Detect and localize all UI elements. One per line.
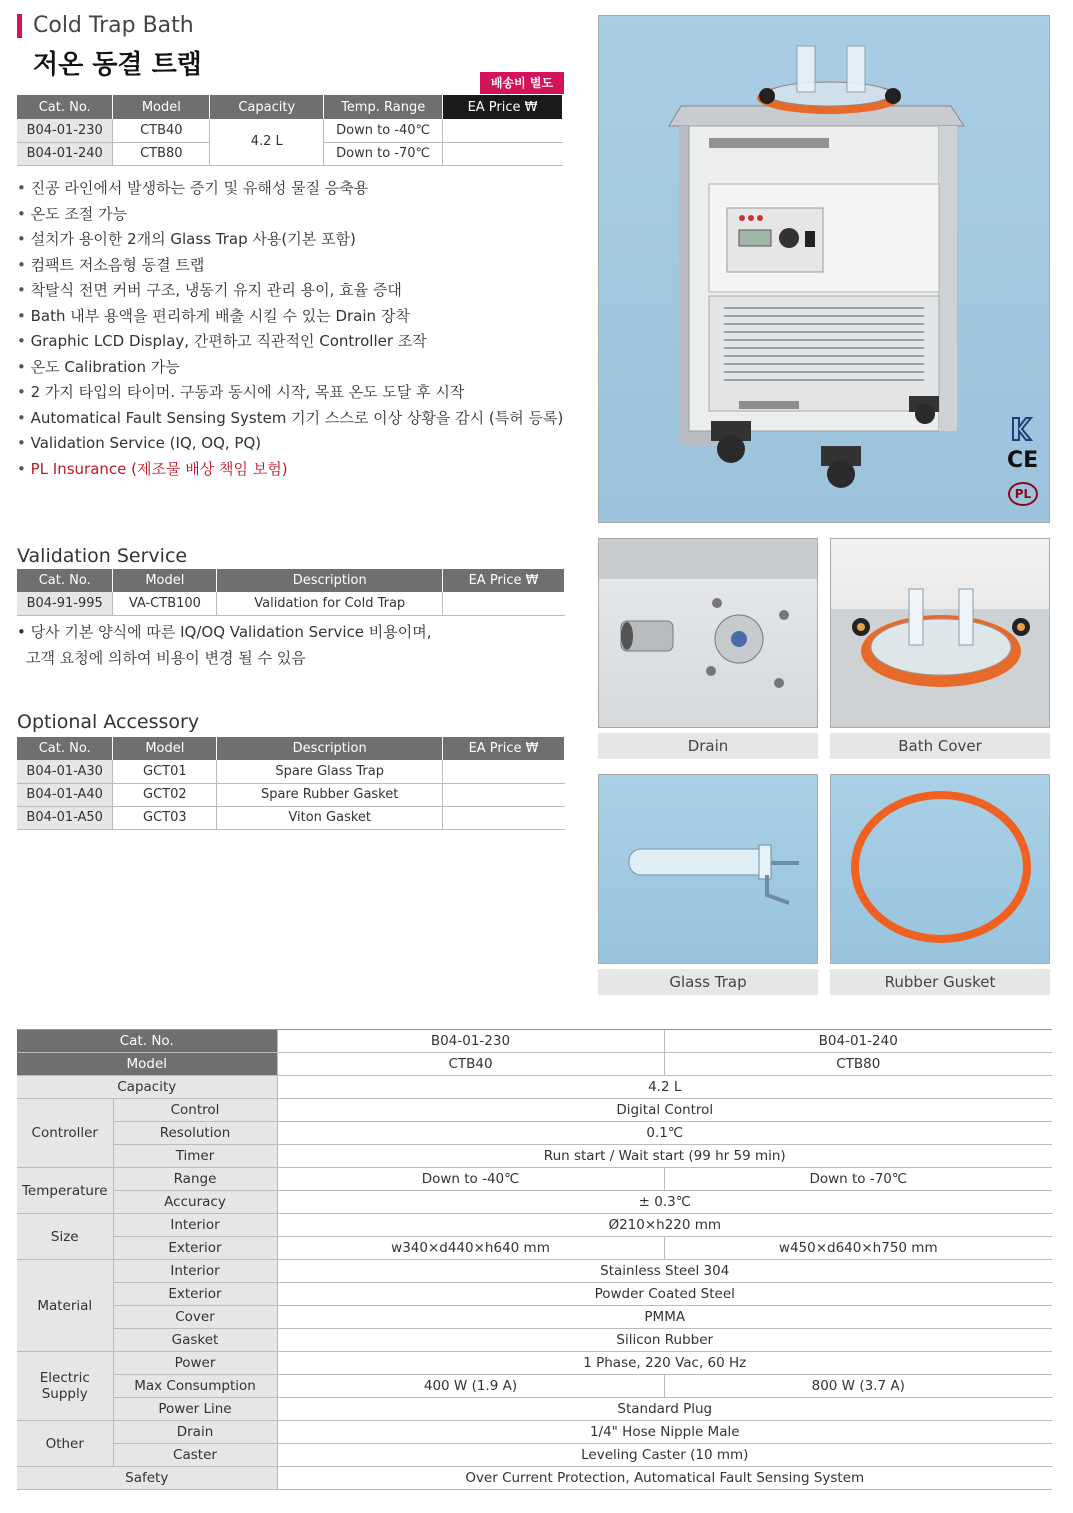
ce-cert-icon: CE xyxy=(1007,448,1039,473)
spec-group-line: Electric xyxy=(39,1370,90,1386)
spec-group: Material xyxy=(17,1260,113,1352)
model: VA-CTB100 xyxy=(113,592,217,615)
cat-no: B04-91-995 xyxy=(17,592,113,615)
list-item: • 진공 라인에서 발생하는 증기 및 유해성 물질 응축용 xyxy=(17,176,563,202)
description: Spare Glass Trap xyxy=(217,760,443,783)
table-row xyxy=(17,1191,1052,1214)
cat-no: B04-01-240 xyxy=(17,142,113,165)
glass-trap-image xyxy=(599,775,818,964)
col-description: Description xyxy=(217,737,443,760)
table-row xyxy=(17,119,563,142)
capacity: 4.2 L xyxy=(210,119,324,165)
table-row xyxy=(17,1099,1052,1122)
spec-label: Power Line xyxy=(113,1398,277,1421)
col-cat-no: Cat. No. xyxy=(17,95,113,119)
spec-group-line: Supply xyxy=(41,1386,88,1402)
bath-cover-image xyxy=(831,539,1050,728)
spec-value: Silicon Rubber xyxy=(277,1329,1052,1352)
spec-label: Interior xyxy=(113,1260,277,1283)
table-row xyxy=(17,1421,1052,1444)
table-row xyxy=(17,1260,1052,1283)
table-row xyxy=(17,1237,1052,1260)
price-table xyxy=(17,95,563,166)
spec-value: Ø210×h220 mm xyxy=(277,1214,1052,1237)
table-row xyxy=(17,1053,1052,1076)
rubber-gasket-caption: Rubber Gusket xyxy=(830,969,1050,995)
note-line: • 당사 기본 양식에 따른 IQ/OQ Validation Service 비용이며, xyxy=(17,623,432,641)
price xyxy=(443,119,563,142)
spec-value: B04-01-230 xyxy=(277,1030,664,1053)
glass-trap-caption: Glass Trap xyxy=(598,969,818,995)
description: Validation for Cold Trap xyxy=(217,592,443,615)
spec-value: Powder Coated Steel xyxy=(277,1283,1052,1306)
table-row xyxy=(17,1214,1052,1237)
spec-label: Interior xyxy=(113,1214,277,1237)
list-item: • Bath 내부 용액을 편리하게 배출 시킬 수 있는 Drain 장착 xyxy=(17,304,563,330)
col-model: Model xyxy=(113,95,210,119)
description: Viton Gasket xyxy=(217,806,443,829)
spec-value: ± 0.3℃ xyxy=(277,1191,1052,1214)
validation-note xyxy=(17,619,432,671)
col-description: Description xyxy=(217,569,443,592)
spec-group: Size xyxy=(17,1214,113,1260)
product-title-en: Cold Trap Bath xyxy=(33,13,194,38)
list-item: • 온도 조절 가능 xyxy=(17,202,563,228)
col-model: Model xyxy=(113,569,217,592)
table-row xyxy=(17,1398,1052,1421)
col-price: EA Price ₩ xyxy=(443,737,565,760)
kc-mark-icon xyxy=(1009,416,1033,442)
spec-label: Cat. No. xyxy=(17,1030,277,1053)
spec-value: Stainless Steel 304 xyxy=(277,1260,1052,1283)
spec-group: Other xyxy=(17,1421,113,1467)
drain-image xyxy=(599,539,818,728)
table-row xyxy=(17,1030,1052,1053)
spec-value: 4.2 L xyxy=(277,1076,1052,1099)
rubber-gasket-image xyxy=(831,775,1050,964)
table-row xyxy=(17,1467,1052,1490)
list-item: • Graphic LCD Display, 간편하고 직관적인 Controller 조작 xyxy=(17,329,563,355)
table-row xyxy=(17,1283,1052,1306)
table-row xyxy=(17,1329,1052,1352)
spec-label: Resolution xyxy=(113,1122,277,1145)
spec-label: Range xyxy=(113,1168,277,1191)
table-row xyxy=(17,1076,1052,1099)
spec-group: Temperature xyxy=(17,1168,113,1214)
spec-value: 1 Phase, 220 Vac, 60 Hz xyxy=(277,1352,1052,1375)
model: GCT03 xyxy=(113,806,217,829)
list-item: • 착탈식 전면 커버 구조, 냉동기 유지 관리 용이, 효율 증대 xyxy=(17,278,563,304)
list-item-pl-insurance: • PL Insurance (제조물 배상 책임 보험) xyxy=(17,457,563,483)
col-temp-range: Temp. Range xyxy=(324,95,443,119)
accessory-table xyxy=(17,737,565,830)
spec-group xyxy=(17,1352,113,1421)
drain-caption: Drain xyxy=(598,733,818,759)
spec-value: 400 W (1.9 A) xyxy=(277,1375,664,1398)
list-item: • Validation Service (IQ, OQ, PQ) xyxy=(17,431,563,457)
cat-no: B04-01-230 xyxy=(17,119,113,142)
shipping-badge: 배송비 별도 xyxy=(480,72,564,94)
table-row xyxy=(17,1168,1052,1191)
spec-value: 1/4" Hose Nipple Male xyxy=(277,1421,1052,1444)
spec-value: Standard Plug xyxy=(277,1398,1052,1421)
temp-range: Down to -40℃ xyxy=(324,119,443,142)
table-row xyxy=(17,1352,1052,1375)
drain-photo xyxy=(598,538,818,728)
spec-value: Over Current Protection, Automatical Fault Sensing System xyxy=(277,1467,1052,1490)
table-row xyxy=(17,1122,1052,1145)
col-price: EA Price ₩ xyxy=(443,95,563,119)
table-row xyxy=(17,1145,1052,1168)
list-item: • Automatical Fault Sensing System 기기 스스로 이상 상황을 감시 (특허 등록) xyxy=(17,406,563,432)
bath-cover-caption: Bath Cover xyxy=(830,733,1050,759)
spec-value: B04-01-240 xyxy=(664,1030,1052,1053)
price xyxy=(443,806,565,829)
table-row xyxy=(17,760,565,783)
list-item: • 온도 Calibration 가능 xyxy=(17,355,563,381)
table-row xyxy=(17,1444,1052,1467)
spec-label: Safety xyxy=(17,1467,277,1490)
price xyxy=(443,760,565,783)
validation-table xyxy=(17,569,565,616)
col-cat-no: Cat. No. xyxy=(17,737,113,760)
spec-label: Capacity xyxy=(17,1076,277,1099)
cat-no: B04-01-A40 xyxy=(17,783,113,806)
note-line: 고객 요청에 의하여 비용이 변경 될 수 있음 xyxy=(26,649,306,667)
spec-label: Model xyxy=(17,1053,277,1076)
model: CTB80 xyxy=(113,142,210,165)
table-row xyxy=(17,1306,1052,1329)
spec-value: Digital Control xyxy=(277,1099,1052,1122)
spec-value: 800 W (3.7 A) xyxy=(664,1375,1052,1398)
rubber-gasket-photo xyxy=(830,774,1050,964)
spec-value: 0.1℃ xyxy=(277,1122,1052,1145)
spec-value: Run start / Wait start (99 hr 59 min) xyxy=(277,1145,1052,1168)
product-photo xyxy=(598,15,1050,523)
spec-label: Accuracy xyxy=(113,1191,277,1214)
list-item: • 컴팩트 저소음형 동결 트랩 xyxy=(17,253,563,279)
kc-cert-icon xyxy=(1009,416,1033,447)
cat-no: B04-01-A30 xyxy=(17,760,113,783)
spec-value: CTB40 xyxy=(277,1053,664,1076)
model: GCT01 xyxy=(113,760,217,783)
spec-value: PMMA xyxy=(277,1306,1052,1329)
col-capacity: Capacity xyxy=(210,95,324,119)
spec-label: Drain xyxy=(113,1421,277,1444)
col-cat-no: Cat. No. xyxy=(17,569,113,592)
spec-value: Down to -70℃ xyxy=(664,1168,1052,1191)
glass-trap-photo xyxy=(598,774,818,964)
spec-label: Max Consumption xyxy=(113,1375,277,1398)
validation-title: Validation Service xyxy=(17,545,188,567)
spec-value: Down to -40℃ xyxy=(277,1168,664,1191)
col-model: Model xyxy=(113,737,217,760)
price xyxy=(443,592,565,615)
spec-label: Exterior xyxy=(113,1283,277,1306)
col-price: EA Price ₩ xyxy=(443,569,565,592)
description: Spare Rubber Gasket xyxy=(217,783,443,806)
cold-trap-unit-image xyxy=(599,16,1050,523)
temp-range: Down to -70℃ xyxy=(324,142,443,165)
table-row xyxy=(17,1375,1052,1398)
bath-cover-photo xyxy=(830,538,1050,728)
feature-list xyxy=(17,176,563,482)
spec-value: w340×d440×h640 mm xyxy=(277,1237,664,1260)
table-row xyxy=(17,592,565,615)
cat-no: B04-01-A50 xyxy=(17,806,113,829)
spec-label: Timer xyxy=(113,1145,277,1168)
spec-label: Gasket xyxy=(113,1329,277,1352)
table-row xyxy=(17,783,565,806)
spec-group: Controller xyxy=(17,1099,113,1168)
price xyxy=(443,142,563,165)
spec-label: Cover xyxy=(113,1306,277,1329)
product-title-ko: 저온 동결 트랩 xyxy=(33,50,202,80)
spec-value: w450×d640×h750 mm xyxy=(664,1237,1052,1260)
spec-table xyxy=(17,1029,1052,1490)
spec-label: Control xyxy=(113,1099,277,1122)
model: CTB40 xyxy=(113,119,210,142)
accessory-title: Optional Accessory xyxy=(17,711,200,733)
list-item: • 2 가지 타입의 타이머. 구동과 동시에 시작, 목표 온도 도달 후 시작 xyxy=(17,380,563,406)
spec-label: Caster xyxy=(113,1444,277,1467)
price xyxy=(443,783,565,806)
table-row xyxy=(17,806,565,829)
model: GCT02 xyxy=(113,783,217,806)
list-item: • 설치가 용이한 2개의 Glass Trap 사용(기본 포함) xyxy=(17,227,563,253)
spec-value: CTB80 xyxy=(664,1053,1052,1076)
spec-value: Leveling Caster (10 mm) xyxy=(277,1444,1052,1467)
spec-label: Power xyxy=(113,1352,277,1375)
title-accent-bar xyxy=(17,14,22,38)
pl-cert-icon: PL xyxy=(1008,482,1038,506)
spec-label: Exterior xyxy=(113,1237,277,1260)
